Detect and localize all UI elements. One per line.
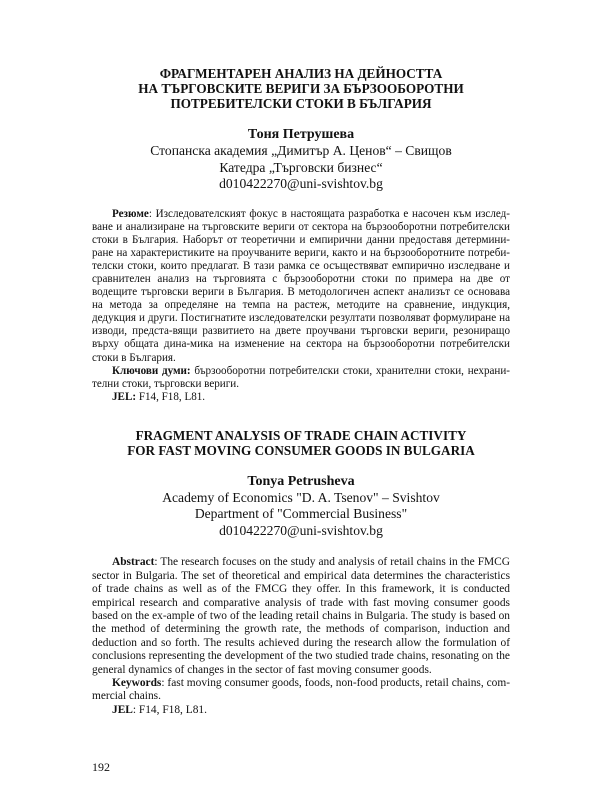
bg-keywords <box>92 365 510 391</box>
en-department: Department of "Commercial Business" <box>194 506 408 522</box>
en-abstract <box>92 556 510 677</box>
english-section <box>92 428 510 717</box>
en-keywords <box>92 677 510 704</box>
bg-abstract <box>92 208 510 365</box>
en-jel <box>92 704 510 717</box>
bg-title <box>92 66 510 111</box>
en-title-line-2: FOR FAST MOVING CONSUMER GOODS IN BULGARIA <box>127 442 475 458</box>
en-abstract-label: Abstract <box>112 556 155 569</box>
bg-jel-text: F14, F18, L81. <box>136 390 206 403</box>
bg-institution: Стопанска академия „Димитър А. Ценов“ – Свищов <box>150 143 452 158</box>
en-title-line-1: FRAGMENT ANALYSIS OF TRADE CHAIN ACTIVITY <box>135 427 467 443</box>
bg-title-line-3: ПОТРЕБИТЕЛСКИ СТОКИ В БЪЛГАРИЯ <box>170 96 432 111</box>
en-keywords-text: : fast moving consumer goods, foods, non-food products, retail chains, com-mercial chains. <box>92 677 510 703</box>
page-number: 192 <box>92 760 110 774</box>
bg-keywords-text: бързооборотни потребителски стоки, хранителни стоки, нехрани-телни стоки, търговски вериги. <box>92 364 510 390</box>
en-email: d010422270@uni-svishtov.bg <box>219 522 383 538</box>
bg-title-line-1: ФРАГМЕНТАРЕН АНАЛИЗ НА ДЕЙНОСТТА <box>159 66 443 81</box>
en-title <box>92 428 510 458</box>
en-jel-text: : F14, F18, L81. <box>132 703 207 716</box>
bg-author: Тоня Петрушева <box>247 127 355 142</box>
paper-page <box>92 66 510 717</box>
bg-abstract-block <box>92 208 510 404</box>
en-abstract-text: : The research focuses on the study and analysis of retail chains in the FMCG sector in Bulgaria. The set of theoretical and empirical data determines the characteristics of trade chains as well as of the FMCG they offer. In this framework, it is conducted empirical research and comparative analysis of trade with fast moving consumer goods based on the ex-ample of two of the leading retail chains in Bulgaria. The study is based on the method of determining the growth rate, the methods of comparison, induction and deduction and so forth. The results achieved during the research allow the formulation of conclusions representing the development of the two studied trade chains, resonating on the general dynamics of changes in the sector of fast moving consumer goods. <box>92 556 510 676</box>
bg-department: Катедра „Търговски бизнес“ <box>219 159 383 175</box>
en-affiliation <box>92 490 510 540</box>
bg-abstract-label: Резюме <box>112 207 149 220</box>
en-institution: Academy of Economics "D. A. Tsenov" – Svishtov <box>162 489 440 505</box>
bg-abstract-text: : Изследователският фокус в настоящата разработка е насочен към изслед-ване и анализиране на търговските вериги от сектора на бързооборотни потребителски стоки в България. Наборът от теоретични и емпирични данни предоставя детермини-ране на характеристиките на проучваните вериги, както и на бързооборотните потреби-телски стоки, които предлагат. В тази рамка се осъществяват емпирично изследване и сравнителен анализ на търговията с бързооборотни стоки по примера на две от водещите търговски вериги в България. В методологичен аспект анализът се основава на метода за определяне на темпа на растеж, методите на сравнение, индукция, дедукция и други. Постигнатите изследователски резултати позволяват формулиране на изводи, предста-вящи развитието на двете проучвани търговски вериги, резониращо върху общата дина-мика на изменение на сектора на бързооборотни потребителски стоки в България. <box>92 207 510 364</box>
en-keywords-label: Keywords <box>112 677 162 690</box>
bg-title-line-2: НА ТЪРГОВСКИТЕ ВЕРИГИ ЗА БЪРЗООБОРОТНИ <box>138 81 464 96</box>
en-author: Tonya Petrusheva <box>247 473 355 489</box>
bg-affiliation <box>92 143 510 193</box>
bulgarian-section <box>92 66 510 404</box>
bg-jel <box>92 391 510 404</box>
bg-keywords-label: Ключови думи: <box>112 364 191 377</box>
bg-jel-label: JEL: <box>112 390 137 403</box>
en-abstract-block <box>92 556 510 717</box>
en-jel-label: JEL <box>112 703 133 716</box>
bg-email: d010422270@uni-svishtov.bg <box>219 176 383 191</box>
